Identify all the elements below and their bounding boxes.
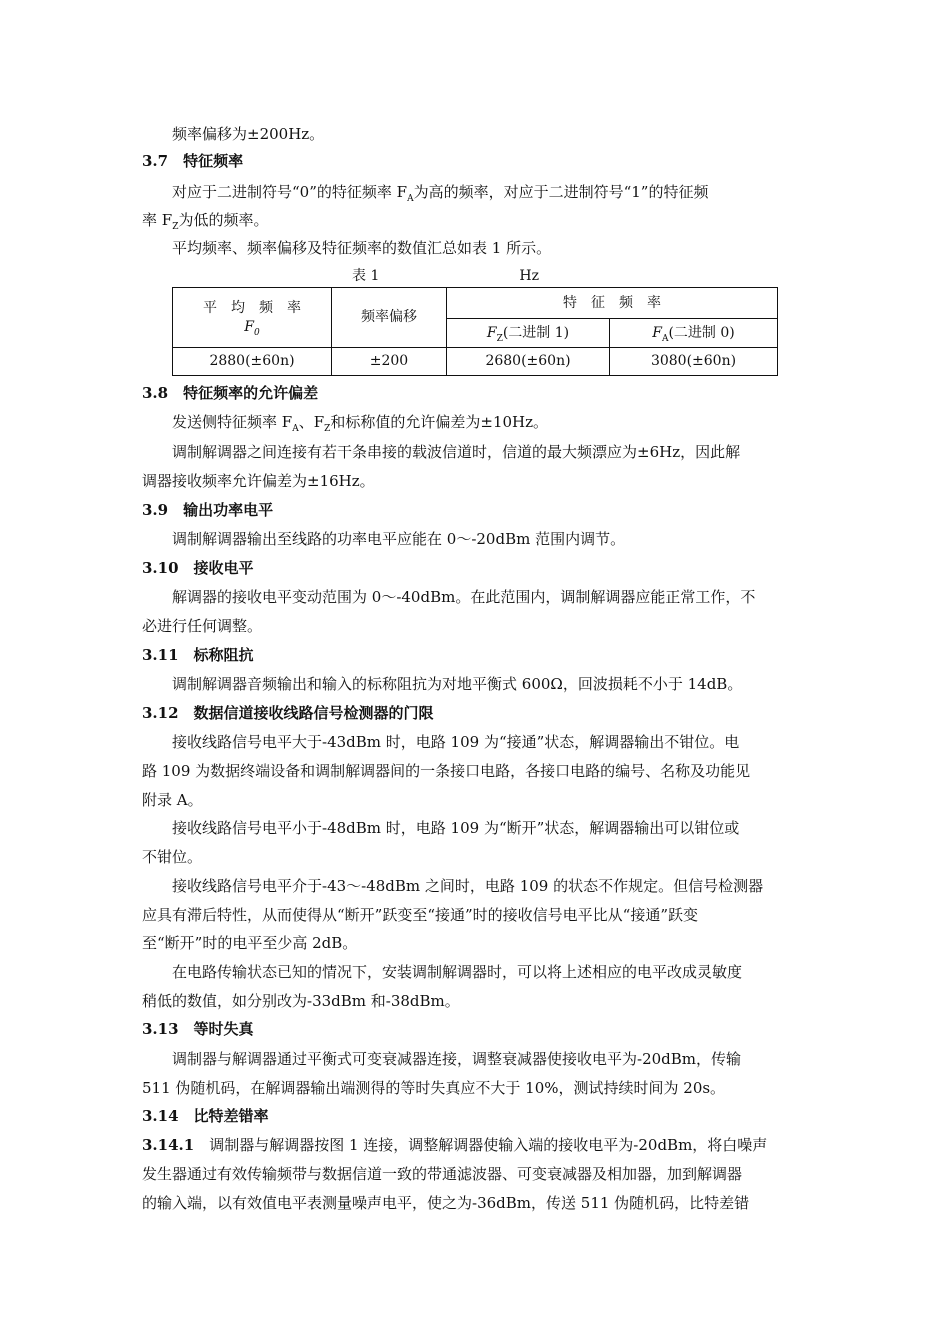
text-line: 对应于二进制符号“0”的特征频率 $F_A$为高的频率，对应于二进制符号“1”的特征频 [142, 183, 709, 204]
text-line: 路 109 为数据终端设备和调制解调器间的一条接口电路，各接口电路的编号、名称及功能见 [142, 762, 751, 780]
cell-fz: 2680(±60n) [447, 348, 610, 376]
text-line: 应具有滞后特性，从而使得从“断开”跃变至“接通”时的接收信号电平比从“接通”跃变 [142, 906, 699, 924]
text-line: 率 $F_Z$为低的频率。 [142, 211, 269, 232]
text-line: 稍低的数值，如分别改为-33dBm 和-38dBm。 [142, 992, 460, 1010]
text-line: 接收线路信号电平大于-43dBm 时，电路 109 为“接通”状态，解调器输出不钳位。电 [142, 733, 740, 751]
text-line: 发生器通过有效传输频带与数据信道一致的带通滤波器、可变衰减器及相加器，加到解调器 [142, 1165, 743, 1183]
text-line: 511 伪随机码，在解调器输出端测得的等时失真应不大于 10%，测试持续时间为 20s。 [142, 1079, 726, 1097]
text-line: 接收线路信号电平介于-43～-48dBm 之间时，电路 109 的状态不作规定。但信号检测器 [142, 877, 764, 895]
frequency-table [172, 287, 778, 376]
text-line: 附录 A。 [142, 791, 203, 809]
section-heading: 3.10 接收电平 [142, 559, 254, 577]
text-line: 必进行任何调整。 [142, 617, 263, 635]
header-fz: $F_Z$(二进制 1) [447, 319, 610, 348]
text-line: 调制解调器之间连接有若干条串接的载波信道时，信道的最大频漂应为±6Hz，因此解 [142, 443, 741, 461]
text-line: 的输入端，以有效值电平表测量噪声电平，使之为-36dBm，传送 511 伪随机码，比特差错 [142, 1194, 750, 1212]
text-line: 3.14.1 调制器与解调器按图 1 连接，调整解调器使输入端的接收电平为-20dBm，将白噪声 [142, 1136, 768, 1154]
text-line: 调制解调器音频输出和输入的标称阻抗为对地平衡式 600Ω，回波损耗不小于 14dB。 [142, 675, 743, 693]
text-line: 调器接收频率允许偏差为±16Hz。 [142, 472, 375, 490]
table-caption: 表 1 Hz [352, 268, 539, 284]
text-line: 发送侧特征频率 $F_A$、$F_Z$和标称值的允许偏差为±10Hz。 [142, 413, 549, 434]
text-line: 接收线路信号电平小于-48dBm 时，电路 109 为“断开”状态，解调器输出可以钳位或 [142, 819, 740, 837]
cell-fa: 3080(±60n) [610, 348, 778, 376]
cell-average-frequency: 2880(±60n) [173, 348, 332, 376]
section-heading: 3.12 数据信道接收线路信号检测器的门限 [142, 704, 434, 722]
text-line: 在电路传输状态已知的情况下，安装调制解调器时，可以将上述相应的电平改成灵敏度 [142, 963, 743, 981]
section-heading: 3.8 特征频率的允许偏差 [142, 384, 319, 402]
header-characteristic-frequency: 特 征 频 率 [447, 288, 778, 319]
section-heading: 3.11 标称阻抗 [142, 646, 254, 664]
text-line: 调制器与解调器通过平衡式可变衰减器连接，调整衰减器使接收电平为-20dBm，传输 [142, 1050, 742, 1068]
cell-frequency-offset: ±200 [332, 348, 447, 376]
text-line: 解调器的接收电平变动范围为 0～-40dBm。在此范围内，调制解调器应能正常工作，不 [142, 588, 756, 606]
header-average-frequency: 平 均 频 率 $F_0$ [173, 288, 332, 348]
header-fa: $F_A$(二进制 0) [610, 319, 778, 348]
header-frequency-offset: 频率偏移 [332, 288, 447, 348]
text-line: 至“断开”时的电平至少高 2dB。 [142, 934, 358, 952]
text-line: 平均频率、频率偏移及特征频率的数值汇总如表 1 所示。 [142, 239, 552, 257]
text-line: 频率偏移为±200Hz。 [142, 125, 325, 143]
section-heading: 3.9 输出功率电平 [142, 501, 274, 519]
text-line: 不钳位。 [142, 848, 203, 866]
section-heading: 3.7 特征频率 [142, 152, 244, 170]
section-heading: 3.14 比特差错率 [142, 1107, 269, 1125]
section-heading: 3.13 等时失真 [142, 1020, 254, 1038]
text-line: 调制解调器输出至线路的功率电平应能在 0～-20dBm 范围内调节。 [142, 530, 626, 548]
